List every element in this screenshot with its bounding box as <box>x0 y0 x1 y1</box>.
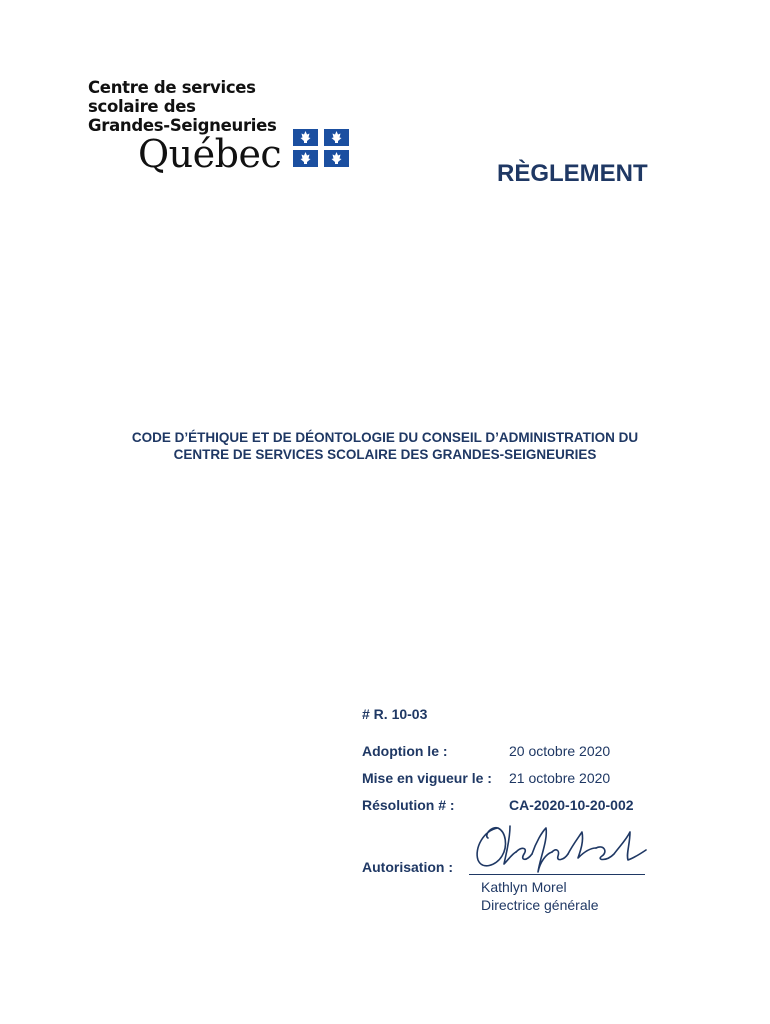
document-title: RÈGLEMENT <box>497 160 648 187</box>
subtitle-line-1: CODE D’ÉTHIQUE ET DE DÉONTOLOGIE DU CONSEIL D’ADMINISTRATION DU <box>131 430 639 445</box>
subtitle-line-2: CENTRE DE SERVICES SCOLAIRE DES GRANDES-SEIGNEURIES <box>173 447 597 462</box>
handwritten-signature <box>470 818 660 882</box>
quebec-flag-icon <box>292 128 350 168</box>
signer-name: Kathlyn Morel <box>481 879 567 895</box>
signature-line <box>469 874 645 875</box>
org-name-line-2: scolaire des <box>88 97 196 116</box>
organization-logo <box>88 78 358 188</box>
resolution-value: CA-2020-10-20-002 <box>509 797 634 813</box>
resolution-label: Résolution # : <box>362 797 455 813</box>
org-name-line-1: Centre de services <box>88 78 256 97</box>
org-name-line-3: Grandes-Seigneuries <box>88 116 277 135</box>
vigueur-label: Mise en vigueur le : <box>362 770 492 786</box>
autorisation-label: Autorisation : <box>362 859 453 875</box>
adoption-label: Adoption le : <box>362 743 448 759</box>
signer-role: Directrice générale <box>481 897 599 913</box>
quebec-wordmark: Québec <box>138 132 282 176</box>
document-subtitle <box>60 429 710 463</box>
adoption-value: 20 octobre 2020 <box>509 743 611 759</box>
vigueur-value: 21 octobre 2020 <box>509 770 611 786</box>
reference-number: # R. 10-03 <box>362 706 428 722</box>
